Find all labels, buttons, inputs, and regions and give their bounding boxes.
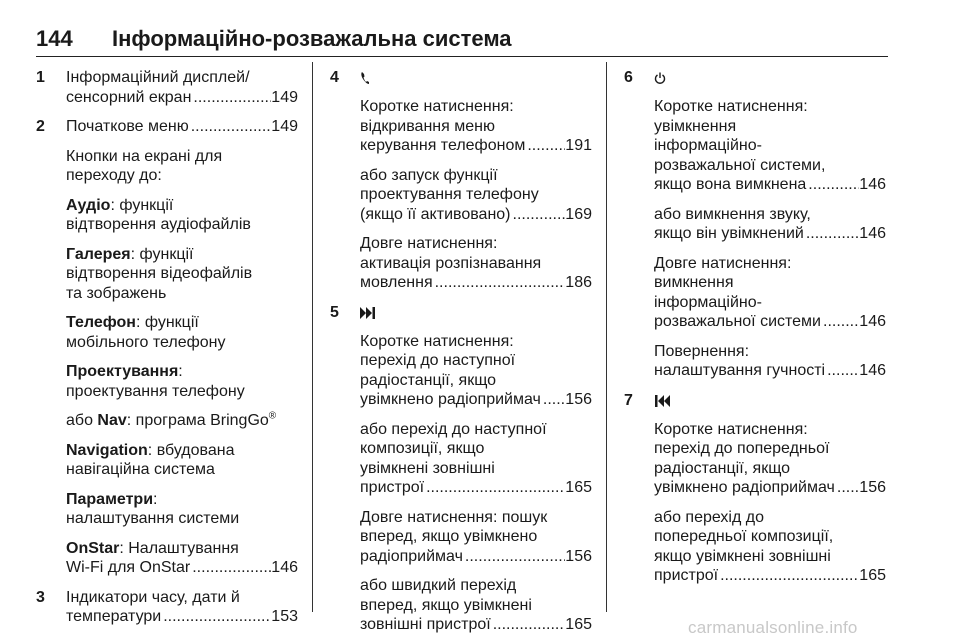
paragraph: або Nav: програма BringGo® bbox=[66, 410, 277, 429]
next-track-icon bbox=[360, 303, 592, 323]
paragraph: OnStar: Налаштування Wi-Fi для OnStar ..... 146 bbox=[66, 539, 298, 578]
column-2 bbox=[330, 68, 592, 635]
toc-line: керування телефоном ..... 191 bbox=[360, 136, 592, 156]
toc-line: увімкнено радіоприймач ..... 156 bbox=[360, 390, 592, 410]
list-item-4: 4 Коротке натиснення: відкривання меню керування телефоном ..... 191 або запуск функції проектування телефону (якщо її активовано) ..... 169 Довге натиснення: активація розпізнавання мовлення ..... 186 bbox=[330, 68, 592, 293]
page-ref: 191 bbox=[565, 137, 592, 154]
previous-track-icon bbox=[654, 391, 886, 411]
page-ref: 186 bbox=[565, 274, 592, 291]
page-ref: 169 bbox=[565, 205, 592, 223]
page-ref: 146 bbox=[271, 559, 298, 576]
toc-line: Початкове меню ..... 149 bbox=[66, 117, 298, 137]
toc-line: температури ..... 153 bbox=[66, 607, 298, 627]
item-number: 4 bbox=[330, 69, 339, 86]
phone-icon bbox=[360, 68, 592, 88]
page-ref: 149 bbox=[271, 118, 298, 135]
page-ref: 146 bbox=[859, 176, 886, 193]
page-ref: 156 bbox=[565, 391, 592, 408]
column-divider bbox=[312, 62, 313, 612]
column-1 bbox=[36, 68, 298, 627]
column-divider bbox=[606, 62, 607, 612]
toc-line: якщо вона вимкнена ..... 146 bbox=[654, 175, 886, 195]
watermark: carmanualsonline.info bbox=[688, 618, 858, 637]
item-number: 5 bbox=[330, 303, 339, 321]
paragraph: Кнопки на екрані для переходу до: bbox=[66, 147, 223, 184]
item-number: 6 bbox=[624, 69, 633, 86]
item-number: 2 bbox=[36, 118, 45, 135]
toc-line: якщо він увімкнений ..... 146 bbox=[654, 224, 886, 244]
item-text: Інформаційний дисплей/ bbox=[66, 69, 250, 86]
registered-mark: ® bbox=[268, 410, 277, 422]
paragraph: Параметри: налаштування системи bbox=[66, 490, 240, 527]
list-item-7: 7 Коротке натиснення: перехід до попередньої радіостанції, якщо увімкнено радіоприймач ..... 156 або перехід до попередньої композиції, якщо увімкнені зовнішні пристрої ..... 165 bbox=[624, 391, 886, 586]
toc-line: розважальної системи ..... 146 bbox=[654, 312, 886, 332]
item-number: 1 bbox=[36, 69, 45, 86]
paragraph: Аудіо: функції відтворення аудіофайлів bbox=[66, 196, 251, 233]
page-ref: 165 bbox=[565, 616, 592, 633]
page-ref: 153 bbox=[271, 608, 298, 625]
page-ref: 156 bbox=[565, 547, 592, 565]
page-number: 144 bbox=[36, 26, 73, 51]
page-ref: 146 bbox=[859, 225, 886, 242]
toc-line: мовлення ..... 186 bbox=[360, 273, 592, 293]
page-ref: 146 bbox=[859, 313, 886, 330]
toc-line: радіоприймач ..... 156 bbox=[360, 547, 592, 567]
item-number: 3 bbox=[36, 588, 45, 606]
page-ref: 149 bbox=[271, 88, 298, 106]
page-ref: 146 bbox=[859, 362, 886, 379]
list-item-5: 5 Коротке натиснення: перехід до наступної радіостанції, якщо увімкнено радіоприймач ..... 156 або перехід до наступної композиції, якщо увімкнені зовнішні пристрої ..... 165 Довге натиснення: пошук вперед, якщо увімкнено радіоприймач ..... 156 або швидкий перехід вперед, якщо увімкнені зовнішні пристрої ..... 165 bbox=[330, 303, 592, 635]
item-number: 7 bbox=[624, 391, 633, 409]
page-ref: 165 bbox=[565, 479, 592, 496]
toc-line: зовнішні пристрої ..... 165 bbox=[360, 615, 592, 635]
column-3 bbox=[624, 68, 886, 586]
toc-line: Wi-Fi для OnStar ..... 146 bbox=[66, 558, 298, 578]
paragraph: Галерея: функції відтворення відеофайлів та зображень bbox=[66, 245, 253, 302]
list-item-6: 6 Коротке натиснення: увімкнення інформаційно- розважальної системи, якщо вона вимкнена ..... 146 або вимкнення звуку, якщо він увімкнений ..... 146 Довге натиснення: вимкнення інформаційно- розважальної системи ..... 146 Повернення: налаштування гучності ..... 146 bbox=[624, 68, 886, 381]
toc-line: сенсорний екран ..... 149 bbox=[66, 88, 298, 108]
toc-line: пристрої ..... 165 bbox=[654, 566, 886, 586]
paragraph: Телефон: функції мобільного телефону bbox=[66, 314, 226, 351]
paragraph: Navigation: вбудована навігаційна система bbox=[66, 441, 235, 478]
page-ref: 165 bbox=[859, 567, 886, 584]
list-item-3: 3 Індикатори часу, дати й температури ..... 153 bbox=[36, 588, 298, 627]
toc-line: (якщо її активовано) ..... 169 bbox=[360, 205, 592, 225]
list-item-1 bbox=[36, 68, 298, 107]
toc-line: налаштування гучності ..... 146 bbox=[654, 361, 886, 381]
paragraph: Проектування: проектування телефону bbox=[66, 363, 245, 400]
page-title: Інформаційно-розважальна система bbox=[112, 26, 512, 51]
list-item-2 bbox=[36, 117, 298, 578]
power-icon bbox=[654, 68, 886, 88]
page-ref: 156 bbox=[859, 479, 886, 496]
page-header bbox=[36, 26, 888, 57]
toc-line: увімкнено радіоприймач ..... 156 bbox=[654, 478, 886, 498]
toc-line: пристрої ..... 165 bbox=[360, 478, 592, 498]
